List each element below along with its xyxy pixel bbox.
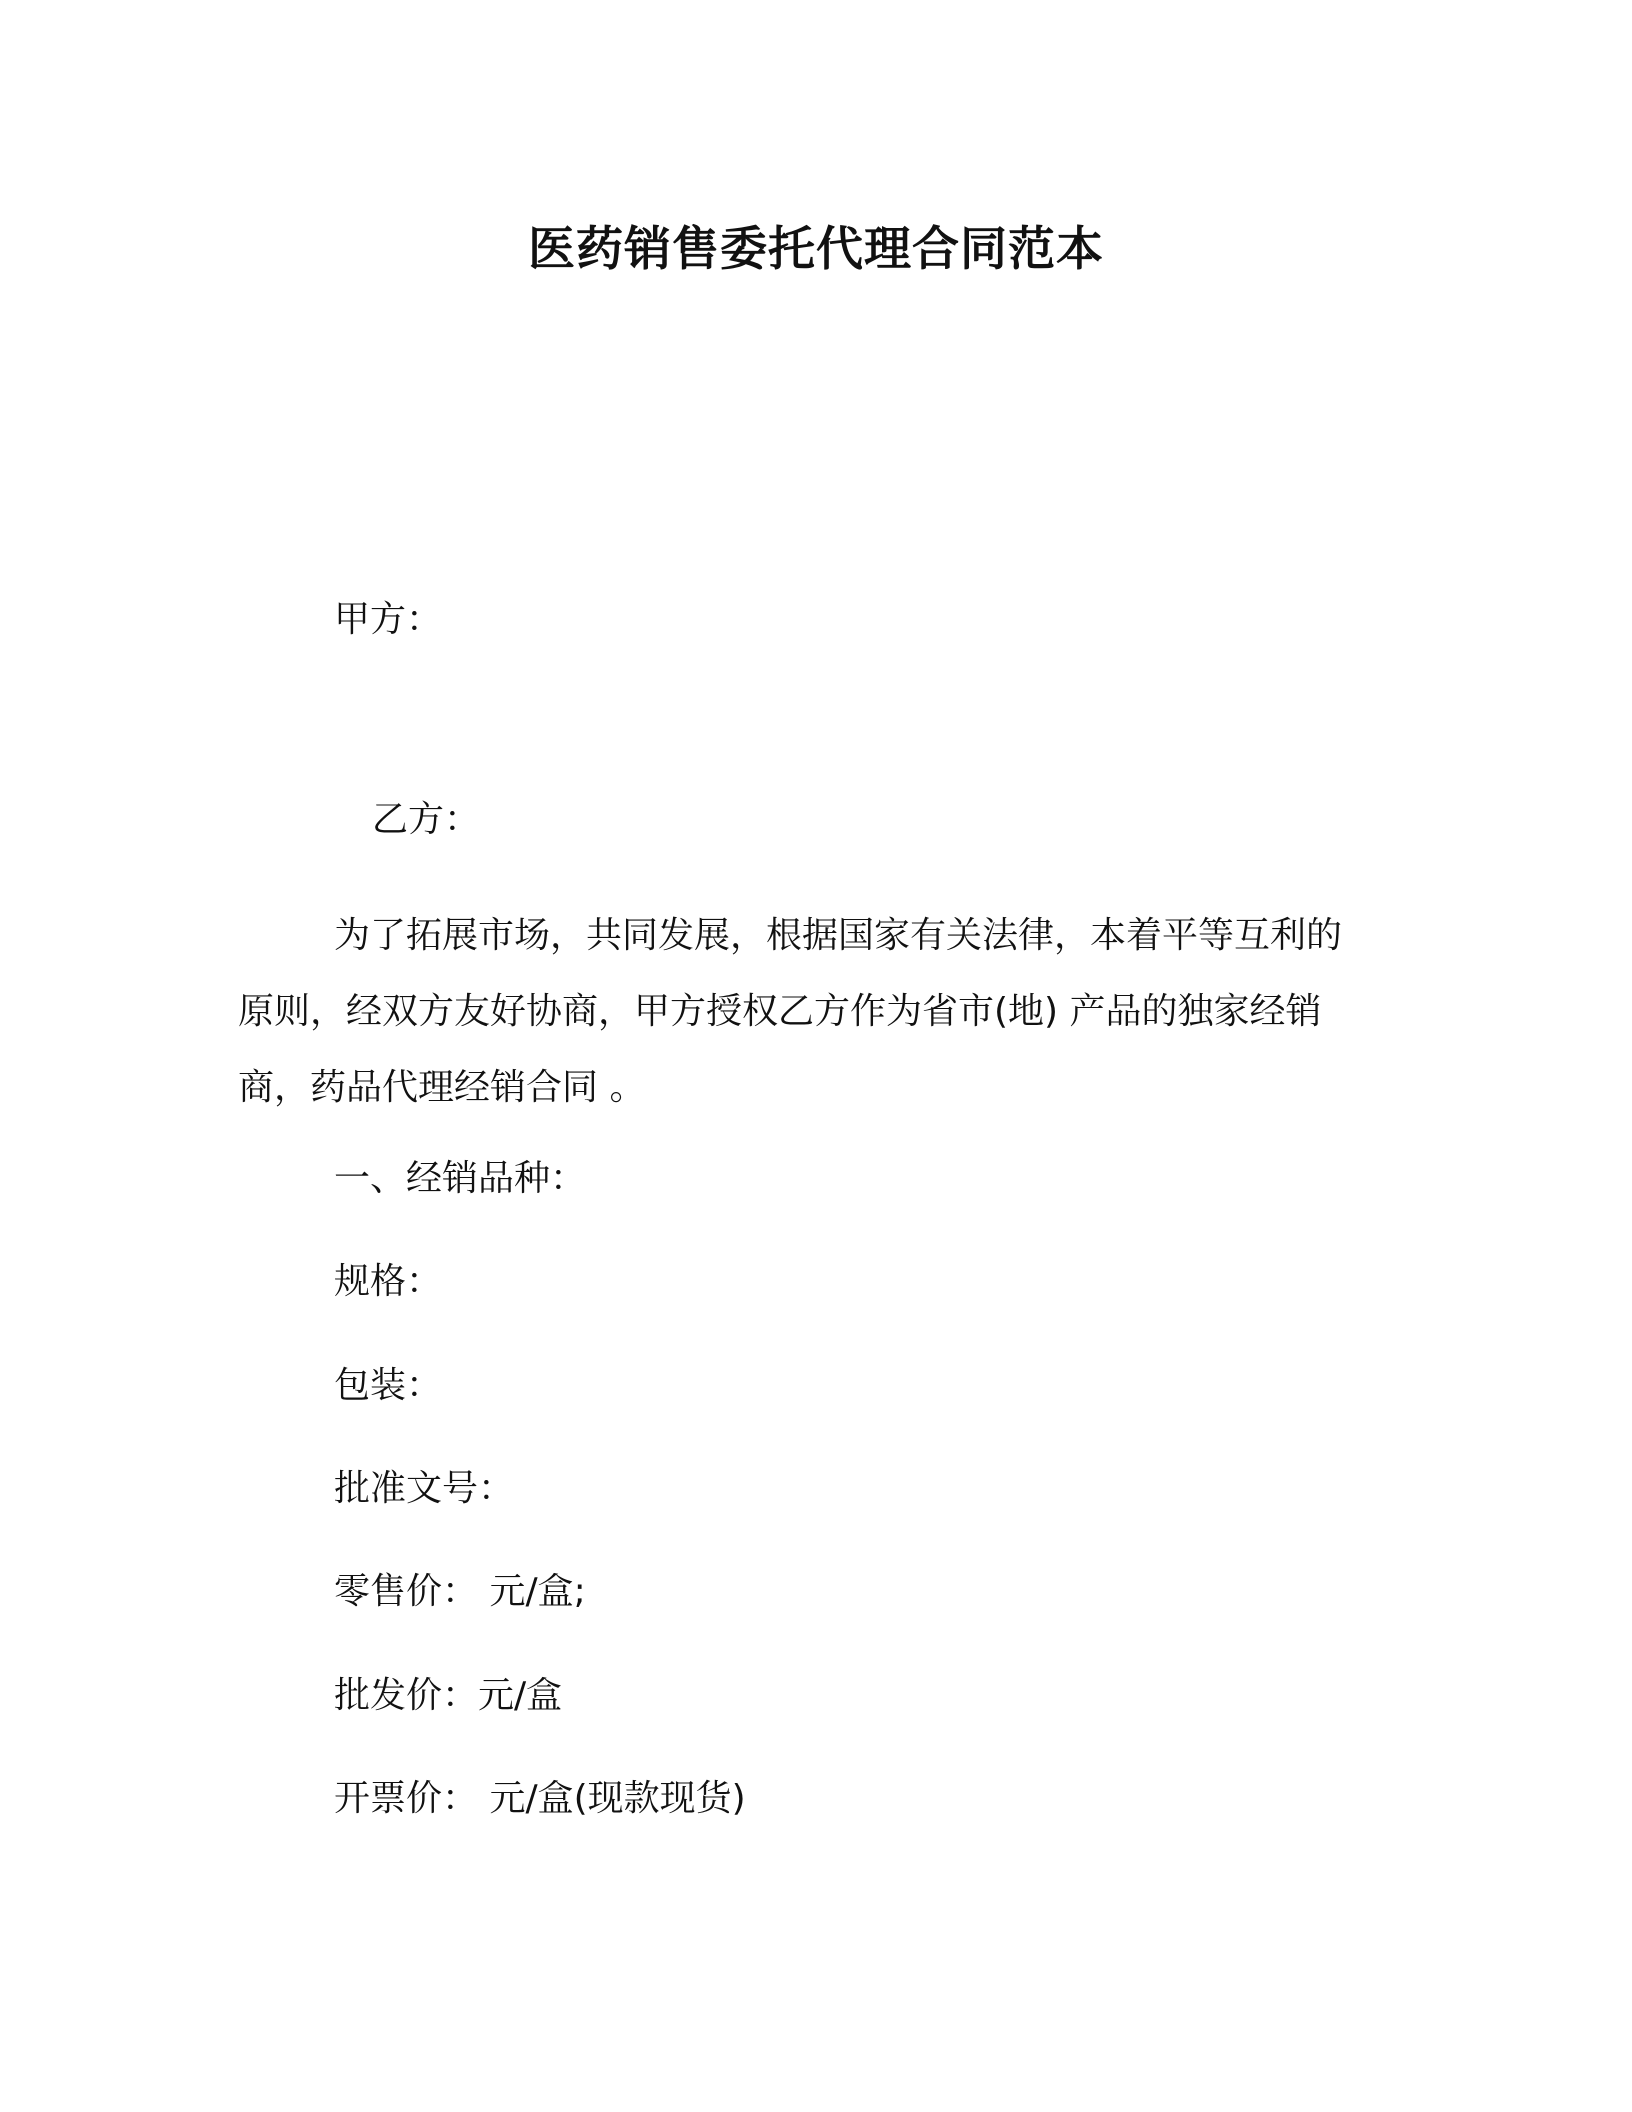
section-one-heading: 一、经销品种：	[334, 1158, 587, 1199]
specification-label: 规格：	[334, 1261, 443, 1302]
intro-paragraph	[238, 898, 1378, 1126]
intro-paragraph-line: 为了拓展市场，共同发展，根据国家有关法律，本着平等互利的	[334, 915, 1343, 956]
document-title: 医药销售委托代理合同范本	[528, 222, 1104, 277]
packaging-label: 包装：	[334, 1365, 443, 1406]
wholesale-price-line: 批发价：元/盒	[334, 1675, 563, 1716]
party-a-label: 甲方：	[334, 599, 443, 640]
retail-price-line: 零售价： 元/盒;	[334, 1571, 586, 1612]
intro-paragraph-line: 原则，经双方友好协商，甲方授权乙方作为省市(地) 产品的独家经销	[238, 991, 1322, 1032]
invoice-price-line: 开票价： 元/盒(现款现货)	[334, 1778, 746, 1819]
party-b-label: 乙方：	[372, 799, 481, 840]
intro-paragraph-line: 商，药品代理经销合同 。	[238, 1067, 646, 1108]
approval-number-label: 批准文号：	[334, 1468, 515, 1509]
